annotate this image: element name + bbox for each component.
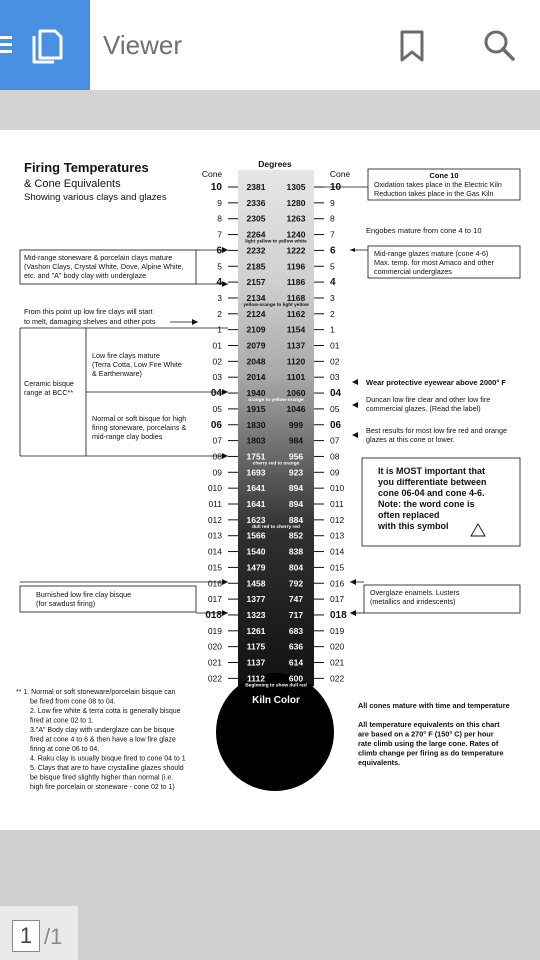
celsius-value: 1280: [286, 197, 306, 208]
important-text: Note: the word cone is: [378, 499, 475, 509]
cone-right: 2: [330, 308, 335, 319]
important-text: It is MOST important that: [378, 466, 485, 476]
fahrenheit-value: 1540: [246, 546, 266, 557]
footnote-line: 3."A" Body clay with underglaze can be bisque: [30, 727, 175, 734]
footnote-line: ** 1. Normal or soft stoneware/porcelain bisque can: [16, 689, 176, 696]
celsius-value: 1186: [286, 277, 306, 288]
kiln-color-label: light yellow to yellow white: [245, 239, 307, 245]
kiln-color-label: cherry red to orange: [252, 461, 300, 467]
fahrenheit-value: 2079: [246, 340, 266, 351]
cone-right: 021: [330, 657, 345, 668]
cone-left: 022: [207, 673, 222, 684]
cone-left: 017: [207, 594, 222, 605]
cone-left: 020: [207, 641, 222, 652]
lowfire-clays-text: & Earthenware): [92, 369, 142, 378]
fahrenheit-value: 2381: [246, 182, 266, 192]
kiln-color-circle: [216, 673, 334, 791]
best-results-text: glazes at this cone or lower.: [366, 435, 455, 444]
duncan-text: Duncan low fire clear and other low fire: [366, 395, 491, 404]
celsius-value: 1168: [286, 292, 306, 303]
cone-left: 2: [217, 308, 222, 319]
cone-right: 020: [330, 641, 345, 652]
total-pages: /1: [44, 924, 63, 949]
kiln-color-label: orange to yellow-orange: [248, 398, 304, 404]
cone-right: 017: [330, 594, 345, 605]
degrees-header: Degrees: [258, 159, 292, 169]
cone-left: 021: [207, 657, 222, 668]
celsius-value: 956: [288, 451, 304, 462]
cone-right: 015: [330, 562, 345, 573]
cone-left: 012: [207, 514, 222, 525]
celsius-value: 923: [288, 467, 304, 478]
fahrenheit-value: 1623: [246, 514, 266, 525]
all-cones-note: All cones mature with time and temperature: [358, 701, 510, 710]
footnote-line: be bisque fired slightly higher than normal (i.e.: [30, 774, 174, 782]
normal-bisque-text: firing stoneware, porcelains &: [92, 423, 187, 432]
cone-left: 014: [207, 546, 222, 557]
cone-right: 08: [330, 451, 340, 462]
arrow-head: [352, 379, 358, 385]
cone-right: 011: [330, 499, 344, 509]
cone-left: 10: [210, 182, 222, 193]
engobes-note: Engobes mature from cone 4 to 10: [366, 226, 482, 235]
cone-left: 8: [217, 213, 222, 224]
arrow-head: [350, 579, 356, 585]
cone10-title: Cone 10: [429, 171, 459, 180]
kiln-color-label: dull red to cherry red: [252, 524, 300, 530]
cone-left: 019: [207, 625, 222, 636]
arrow-head: [222, 389, 228, 395]
fahrenheit-value: 1566: [246, 530, 266, 541]
cone-left: 3: [217, 292, 222, 303]
cone-right: 4: [330, 277, 336, 289]
midglaze-text: Max. temp. for most Amaco and other: [374, 258, 494, 267]
fahrenheit-value: 2014: [246, 372, 266, 383]
cone-right: 09: [330, 467, 340, 478]
celsius-value: 1305: [286, 182, 306, 192]
fahrenheit-value: 1915: [246, 403, 266, 414]
equivalents-note: climb change per firing as do temperature: [358, 748, 504, 758]
search-icon[interactable]: [482, 28, 516, 62]
equivalents-note: equivalents.: [358, 758, 401, 767]
cone-right: 04: [330, 388, 342, 400]
cone-right: 03: [330, 372, 340, 383]
cone-left: 7: [217, 229, 222, 240]
lowfire-clays-text: Low fire clays mature: [92, 351, 160, 360]
cone-right: 07: [330, 435, 340, 446]
cone-right: 016: [330, 578, 345, 589]
cone-left: 018: [205, 609, 222, 621]
important-text: often replaced: [378, 510, 440, 520]
cone-left: 06: [210, 419, 222, 431]
app-bar: [0, 0, 540, 90]
fahrenheit-value: 1458: [246, 578, 266, 589]
cone-right: 010: [330, 483, 345, 494]
celsius-value: 1154: [286, 324, 306, 335]
celsius-value: 1120: [286, 356, 306, 367]
footnote-line: fired at cone 4 to 6 & then have a low fire glaze: [30, 736, 176, 744]
arrow-head: [350, 248, 355, 252]
celsius-value: 1240: [286, 229, 306, 240]
kiln-color-label: Beginning to show dull red: [245, 683, 307, 689]
best-results-text: Best results for most low fire red and orange: [366, 426, 508, 435]
fahrenheit-value: 1803: [246, 435, 266, 446]
important-text: you differentiate between: [378, 477, 487, 487]
cone-right: 019: [330, 625, 345, 636]
cone-left: 04: [210, 388, 222, 400]
celsius-value: 1263: [286, 213, 306, 224]
celsius-value: 717: [288, 609, 304, 620]
cone-right: 7: [330, 229, 335, 240]
fahrenheit-value: 2232: [246, 245, 266, 256]
celsius-value: 804: [288, 562, 304, 573]
lowfire-clays-text: (Terra Cotta, Low Fire White: [92, 360, 182, 369]
chart-subtitle: Showing various clays and glazes: [24, 192, 167, 203]
kiln-color-label: yellow-orange to light yellow: [243, 302, 309, 308]
fahrenheit-value: 1137: [246, 657, 266, 668]
celsius-value: 747: [288, 594, 304, 605]
eyewear-note: Wear protective eyewear above 2000° F: [366, 378, 507, 387]
cone-header-right: Cone: [329, 169, 351, 179]
bisque-range-text: Ceramic bisque: [24, 379, 74, 388]
fahrenheit-value: 2048: [246, 356, 266, 367]
fahrenheit-value: 1641: [246, 499, 266, 509]
cone-left: 6: [216, 245, 222, 257]
cone-left: 9: [217, 197, 222, 208]
fahrenheit-value: 1693: [246, 467, 266, 478]
app-title: Viewer: [103, 30, 183, 60]
firing-chart: [0, 130, 540, 830]
arrow-head: [350, 610, 356, 616]
midstone-text: etc. and "A" body clay with underglaze: [24, 271, 147, 280]
footnote-line: fired at cone 02 to 1.: [30, 717, 94, 725]
cone-right: 6: [330, 245, 336, 257]
cone-right: 8: [330, 213, 335, 224]
document-icon[interactable]: [30, 28, 64, 64]
fahrenheit-value: 1261: [246, 625, 266, 636]
lowfire-warning: to melt, damaging shelves and other pots: [24, 317, 156, 326]
footnote-line: be fired from cone 08 to 04.: [30, 698, 116, 706]
chart-title: Firing Temperatures: [24, 160, 149, 175]
kiln-color-title: Kiln Color: [252, 695, 300, 706]
fahrenheit-value: 2185: [246, 261, 266, 272]
cone-right: 5: [330, 261, 335, 272]
celsius-value: 884: [288, 514, 304, 525]
fahrenheit-value: 1323: [246, 609, 266, 620]
cone-header-left: Cone: [201, 169, 223, 179]
equivalents-note: All temperature equivalents on this chart: [358, 720, 500, 729]
fahrenheit-value: 1641: [246, 483, 266, 494]
cone-right: 018: [330, 609, 347, 621]
cone-left: 09: [212, 467, 222, 478]
arrow-head: [222, 579, 228, 585]
midstone-text: (Vashon Clays, Crystal White, Dove, Alpine White,: [24, 262, 184, 271]
cone-left: 02: [212, 356, 222, 367]
fahrenheit-value: 2134: [246, 292, 266, 303]
footnote-line: 5. Clays that are to have crystalline glazes should: [30, 765, 184, 772]
cone-right: 022: [330, 673, 345, 684]
cone10-text: Reduction takes place in the Gas Kiln: [374, 189, 494, 198]
fahrenheit-value: 2336: [246, 197, 266, 208]
cone-left: 013: [207, 530, 222, 541]
lowfire-warning: From this point up low fire clays will start: [24, 307, 153, 316]
cone-right: 014: [330, 546, 345, 557]
celsius-value: 894: [288, 499, 304, 509]
arrow-head: [352, 402, 358, 408]
celsius-value: 838: [288, 546, 304, 557]
fahrenheit-value: 1175: [246, 641, 266, 652]
celsius-value: 600: [288, 673, 304, 684]
celsius-value: 852: [288, 530, 304, 541]
celsius-value: 1137: [286, 340, 306, 351]
overglaze-text: (metallics and irridescents): [370, 597, 456, 606]
cone-left: 4: [216, 277, 222, 289]
midglaze-text: Mid-range glazes mature (cone 4-6): [374, 249, 489, 258]
fahrenheit-value: 2157: [246, 277, 266, 288]
cone10-text: Oxidation takes place in the Electric Kiln: [374, 180, 502, 189]
arrow-head: [222, 281, 228, 287]
important-text: with this symbol: [378, 521, 449, 531]
celsius-value: 984: [288, 435, 304, 446]
celsius-value: 1162: [286, 308, 306, 319]
nav-panel[interactable]: [0, 0, 90, 90]
celsius-value: 999: [288, 419, 304, 430]
document-page[interactable]: [0, 130, 540, 830]
footnote-line: high fire porcelain or stoneware - cone 02 to 1): [30, 784, 175, 791]
celsius-value: 792: [288, 578, 304, 589]
cone-right: 013: [330, 530, 345, 541]
cone-left: 05: [212, 403, 222, 414]
cone-left: 07: [212, 435, 222, 446]
cone-left: 011: [208, 499, 222, 509]
fahrenheit-value: 2124: [246, 308, 266, 319]
cone-right: 02: [330, 356, 340, 367]
footnote-line: 4. Raku clay is usually bisque fired to cone 04 to 1: [30, 755, 186, 763]
midglaze-text: commercial underglazes: [374, 267, 452, 276]
cone-right: 05: [330, 403, 340, 414]
normal-bisque-text: Normal or soft bisque for high: [92, 414, 187, 423]
celsius-value: 1046: [286, 403, 306, 414]
arrow-head: [352, 432, 358, 438]
cone-left: 5: [217, 261, 222, 272]
celsius-value: 1222: [286, 245, 306, 256]
fahrenheit-value: 1479: [246, 562, 266, 573]
arrow-head: [222, 453, 228, 459]
equivalents-note: are based on a 270° F (150° C) per hour: [358, 729, 494, 739]
current-page-input[interactable]: 1: [12, 920, 40, 952]
cone-left: 01: [212, 340, 222, 351]
cone-left: 1: [217, 324, 222, 335]
arrow-head: [222, 247, 228, 253]
equivalents-note: rate climb using the large cone. Rates of: [358, 739, 499, 748]
bisque-range-text: range at BCC**: [24, 388, 74, 397]
celsius-value: 1101: [286, 372, 306, 383]
celsius-value: 683: [288, 625, 304, 636]
chart-subtitle: & Cone Equivalents: [24, 178, 121, 190]
fahrenheit-value: 1830: [246, 419, 266, 430]
footnote-line: firing at cone 06 to 04.: [30, 746, 100, 753]
fahrenheit-value: 1751: [246, 451, 266, 462]
burnished-text: Burnished low fire clay bisque: [36, 590, 132, 599]
celsius-value: 1060: [286, 388, 306, 399]
cone-left: 015: [207, 562, 222, 573]
normal-bisque-text: mid-range clay bodies: [92, 432, 163, 441]
toolbar-gap: [0, 90, 540, 130]
celsius-value: 614: [288, 657, 304, 668]
cone-right: 3: [330, 292, 335, 303]
cone-right: 01: [330, 340, 340, 351]
fahrenheit-value: 1112: [247, 673, 265, 684]
cone-symbol-icon: [471, 524, 485, 536]
arrow-head: [192, 319, 198, 325]
overglaze-text: Overglaze enamels. Lusters: [370, 588, 460, 597]
menu-icon[interactable]: [0, 36, 12, 54]
cone-left: 08: [212, 451, 222, 462]
cone-left: 016: [207, 578, 222, 589]
celsius-value: 636: [288, 641, 304, 652]
cone-right: 06: [330, 419, 342, 431]
fahrenheit-value: 2264: [246, 229, 266, 240]
cone-right: 9: [330, 197, 335, 208]
cone-right: 10: [330, 182, 342, 193]
bottom-area: [0, 830, 540, 960]
important-text: cone 06-04 and cone 4-6.: [378, 488, 485, 498]
celsius-value: 894: [288, 483, 304, 494]
fahrenheit-value: 1377: [246, 594, 266, 605]
page-indicator: [0, 906, 78, 960]
fahrenheit-value: 2109: [246, 324, 266, 335]
cone-right: 1: [330, 324, 335, 335]
arrow-head: [222, 610, 228, 616]
cone-left: 03: [212, 372, 222, 383]
cone-left: 010: [207, 483, 222, 494]
burnished-text: (for sawdust firing): [36, 599, 96, 608]
cone-right: 012: [330, 514, 345, 525]
fahrenheit-value: 2305: [246, 213, 266, 224]
fahrenheit-value: 1940: [246, 388, 266, 399]
bookmark-icon[interactable]: [398, 30, 426, 62]
midstone-text: Mid-range stoneware & porcelain clays mature: [24, 253, 173, 262]
footnote-line: 2. Low fire white & terra cotta is generally bisque: [30, 708, 181, 715]
duncan-text: commercial glazes. (Read the label): [366, 404, 481, 413]
celsius-value: 1196: [286, 261, 306, 272]
